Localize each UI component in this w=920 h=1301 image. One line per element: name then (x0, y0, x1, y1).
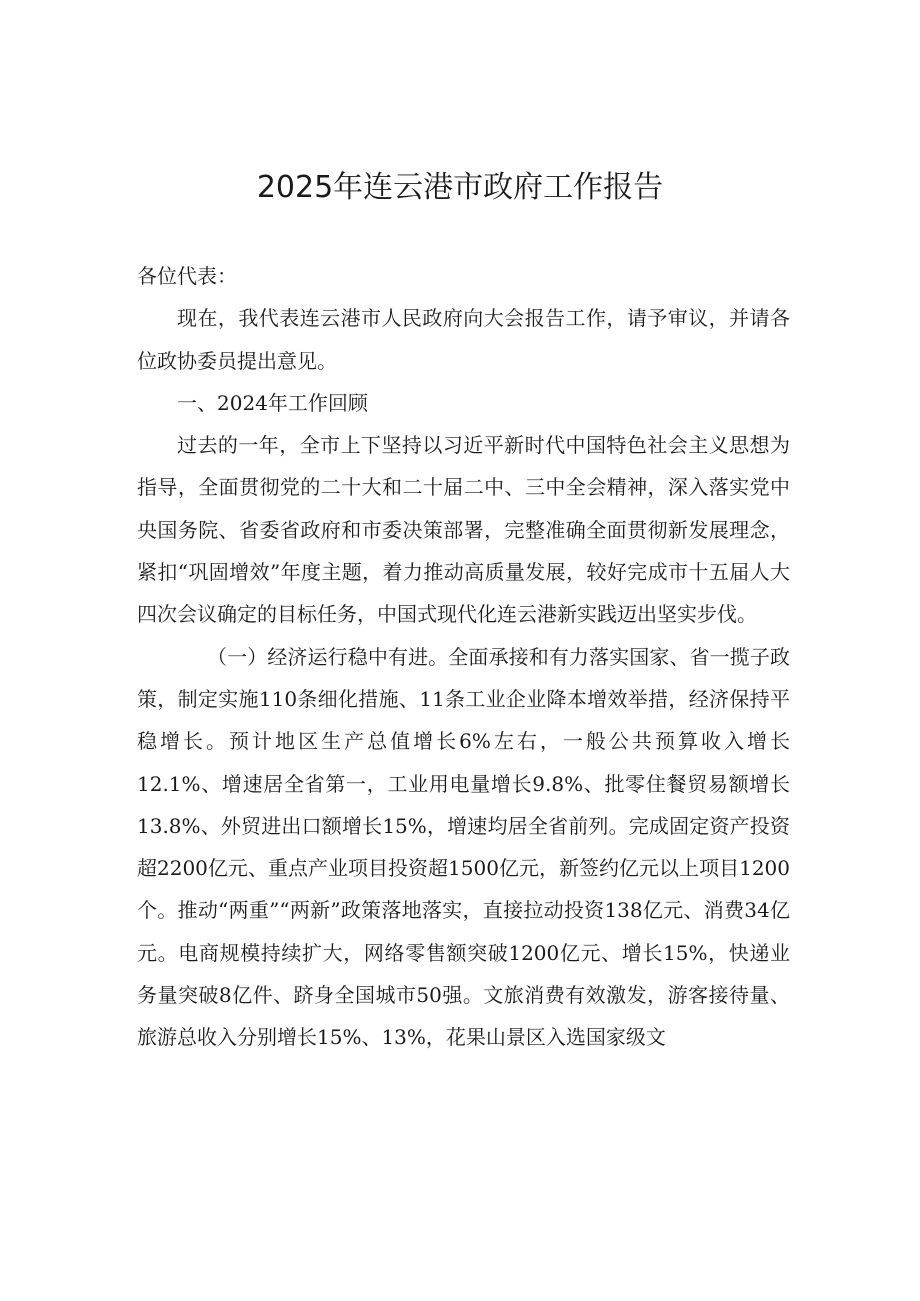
document-title: 2025年连云港市政府工作报告 (256, 170, 664, 205)
salutation: 各位代表： (137, 264, 237, 288)
section-heading: 一、2024年工作回顾 (177, 390, 368, 415)
paragraph-economy: （一）经济运行稳中有进。全面承接和有力落实国家、省一揽子政策，制定实施110条细化措施、11条工业企业降本增效举措，经济保持平稳增长。预计地区生产总值增长6%左右，一般公共预算收入增长12.1%、增速居全省第一，工业用电量增长9.8%、批零住餐贸易额增长13.8%、外贸进出口额增长15%，增速均居全省前列。完成固定资产投资超2200亿元、重点产业项目投资超1500亿元，新签约亿元以上项目1200个。推动“两重”“两新”政策落地落实，直接拉动投资138亿元、消费34亿元。电商规模持续扩大，网络零售额突破1200亿元、增长15%，快递业务量突破8亿件、跻身全国城市50强。文旅消费有效激发，游客接待量、旅游总收入分别增长15%、13%，花果山景区入选国家级文 (137, 644, 790, 1050)
paragraph-review: 过去的一年，全市上下坚持以习近平新时代中国特色社会主义思想为指导，全面贯彻党的二十大和二十届二中、三中全会精神，深入落实党中央国务院、省委省政府和市委决策部署，完整准确全面贯彻新发展理念，紧扣“巩固增效”年度主题，着力推动高质量发展，较好完成市十五届人大四次会议确定的目标任务，中国式现代化连云港新实践迈出坚实步伐。 (137, 433, 790, 627)
paragraph-opening: 现在，我代表连云港市人民政府向大会报告工作，请予审议，并请各位政协委员提出意见。 (137, 306, 790, 373)
document-body (137, 255, 790, 1059)
